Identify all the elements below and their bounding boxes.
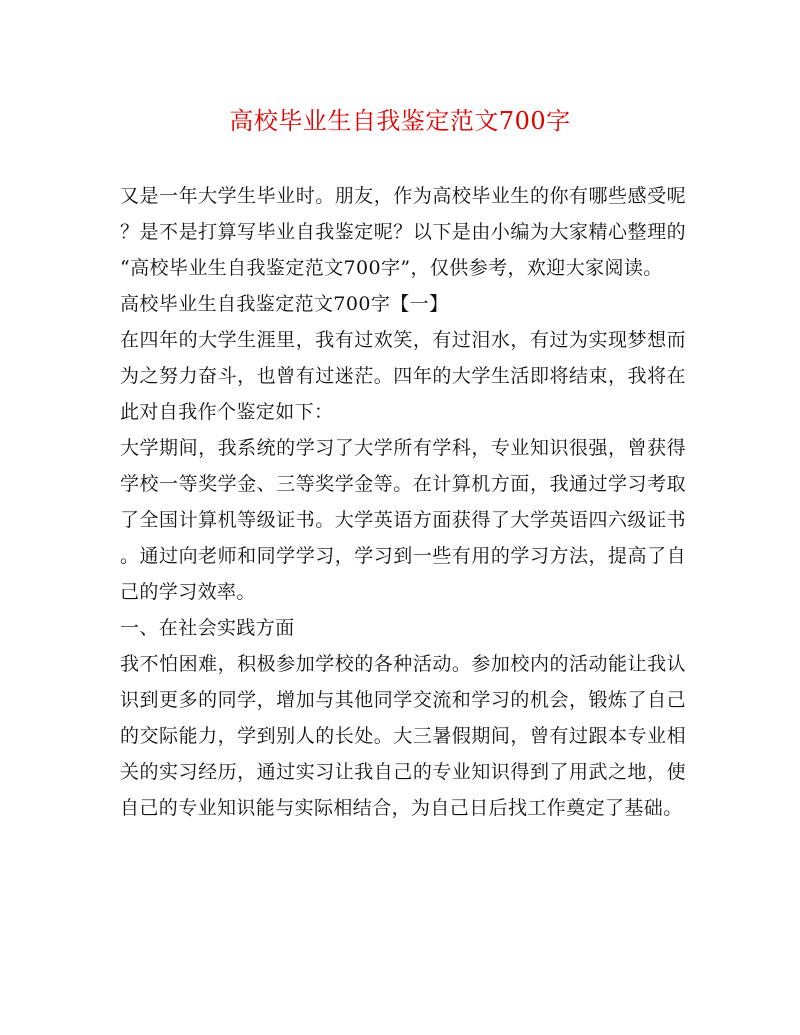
subsection-heading: 一、在社会实践方面 [120, 617, 295, 639]
section-heading-one: 高校毕业生自我鉴定范文700字【一】 [120, 293, 449, 315]
body-paragraph: 在四年的大学生涯里，我有过欢笑，有过泪水，有过为实现梦想而为之努力奋斗，也曾有过迷茫。四年的大学生活即将结束，我将在此对自我作个鉴定如下： [120, 329, 686, 423]
intro-paragraph: 又是一年大学生毕业时。朋友，作为高校毕业生的你有哪些感受呢？是不是打算写毕业自我鉴定呢？以下是由小编为大家精心整理的“高校毕业生自我鉴定范文700字”，仅供参考，欢迎大家阅读。 [120, 185, 686, 279]
body-paragraph: 我不怕困难，积极参加学校的各种活动。参加校内的活动能让我认识到更多的同学，增加与其他同学交流和学习的机会，锻炼了自己的交际能力，学到别人的长处。大三暑假期间，曾有过跟本专业相关的实习经历，通过实习让我自己的专业知识得到了用武之地，使自己的专业知识能与实际相结合，为自己日后找工作奠定了基础。 [120, 653, 686, 819]
document-title: 高校毕业生自我鉴定范文700字 [229, 107, 571, 135]
body-paragraph: 大学期间，我系统的学习了大学所有学科，专业知识很强，曾获得学校一等奖学金、三等奖学金等。在计算机方面，我通过学习考取了全国计算机等级证书。大学英语方面获得了大学英语四六级证书。通过向老师和同学学习，学习到一些有用的学习方法，提高了自己的学习效率。 [120, 437, 686, 603]
document-body [120, 178, 686, 826]
